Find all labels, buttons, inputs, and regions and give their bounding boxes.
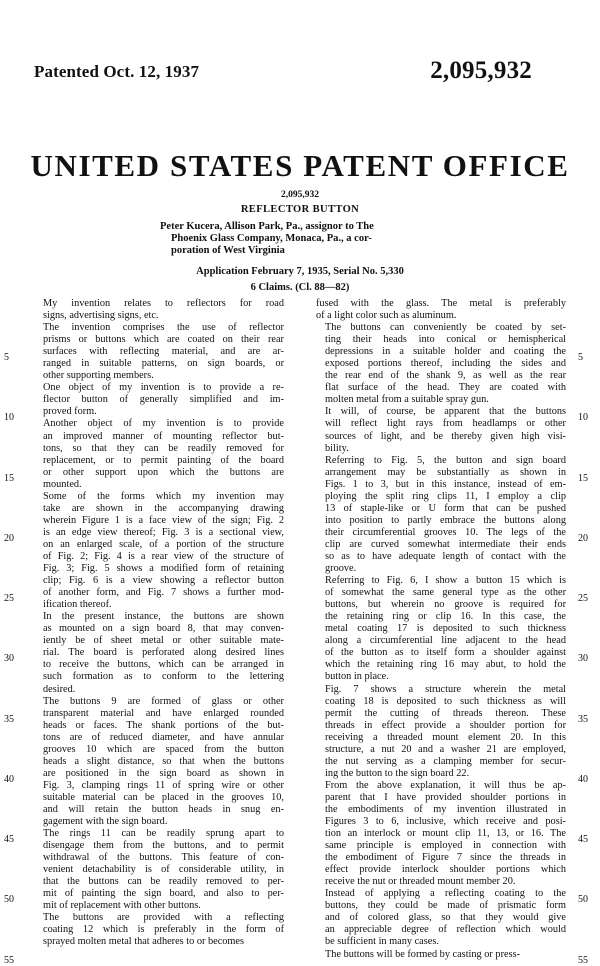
paragraph: [316, 780, 566, 888]
text-line: sprayed molten metal that adheres to or becomes: [43, 936, 245, 948]
paragraph: [34, 696, 284, 829]
line-number: 55: [578, 955, 588, 966]
text-line: tion an interlock or mount clip 11, 13, or 16. The: [325, 828, 566, 840]
text-line: fused with the glass. The metal is preferably: [316, 298, 566, 309]
text-line: of a light color such as aluminum.: [316, 310, 457, 322]
text-line: Fig. 3; Fig. 5 shows a modified form of retaining: [43, 563, 284, 575]
text-line: desired.: [43, 683, 76, 695]
text-line: The buttons are provided with a reflecting: [43, 912, 284, 924]
text-line: and will retain the button heads in snug en-: [43, 803, 284, 815]
text-line: along a circumferential line adjacent to the head: [325, 635, 566, 647]
invention-title: REFLECTOR BUTTON: [240, 204, 360, 215]
patent-date: Patented Oct. 12, 1937: [34, 62, 200, 81]
text-line: ing the button to the sign board 22.: [325, 767, 470, 779]
paragraph: [316, 298, 566, 322]
text-line: groove.: [325, 563, 357, 575]
inventor-line: Phoenix Glass Company, Monaca, Pa., a cor-: [171, 233, 372, 244]
text-line: venient detachability is of considerable utility, in: [43, 864, 284, 876]
paragraph: [34, 418, 284, 490]
inventor-line: Peter Kucera, Allison Park, Pa., assignor to The: [160, 221, 374, 232]
text-line: metal coating 17 is deposited to such thickness: [325, 623, 566, 635]
text-line: which the retaining ring 16 may abut, to hold the: [325, 659, 566, 671]
line-number: 35: [4, 714, 14, 725]
line-number: 20: [578, 533, 588, 544]
text-line: The invention comprises the use of reflector: [43, 322, 284, 334]
text-line: iently be of sheet metal or other suitable mate-: [43, 635, 284, 647]
text-line: flector button of generally simplified and im-: [43, 394, 284, 406]
text-line: clip; Fig. 6 is a view showing a reflector button: [43, 575, 284, 587]
text-line: parent that I have provided shoulder portions in: [325, 791, 566, 803]
patent-number: 2,095,932: [430, 57, 532, 84]
text-line: as mounted on a sign board 8, that may conven-: [43, 623, 284, 635]
text-line: 13 of staple-like or U form that can be pushed: [325, 502, 566, 514]
line-number: 10: [4, 412, 14, 423]
text-line: will reflect light rays from headlamps or other: [325, 418, 566, 430]
text-line: clip are curved somewhat intermediate their ends: [325, 538, 566, 550]
text-line: of somewhat the same general type as the other: [325, 587, 566, 599]
text-line: ting their heads into conical or hemispherical: [325, 334, 566, 346]
line-number: 20: [4, 533, 14, 544]
line-number: 25: [578, 593, 588, 604]
line-number: 50: [578, 894, 588, 905]
text-line: to receive the buttons, which can be arranged in: [43, 659, 284, 671]
text-line: mit of replacement with other buttons.: [43, 900, 201, 912]
paragraph: [316, 322, 566, 406]
text-line: Figures 3 to 6, inclusive, which receive and posi-: [325, 816, 566, 828]
line-number: 45: [578, 834, 588, 845]
line-number: 35: [578, 714, 588, 725]
text-line: transparent material and have enlarged rounded: [43, 707, 284, 719]
text-line: grooves 10 which are spaced from the button: [43, 743, 284, 755]
text-line: surfaces with reflecting material, and are ar-: [43, 346, 284, 358]
right-column: [316, 298, 566, 961]
line-number: 55: [4, 955, 14, 966]
text-line: the rear end of the shank 9, as well as the rear: [325, 370, 566, 382]
text-line: of the button as to itself form a shoulder against: [325, 647, 566, 659]
claims-line: 6 Claims. (Cl. 88—82): [250, 282, 350, 293]
text-line: mit of painting the sign board, and also to per-: [43, 888, 284, 900]
paragraph: [34, 828, 284, 912]
line-number: 5: [578, 352, 583, 363]
text-line: exposed portions thereof, including the sides and: [325, 358, 566, 370]
text-line: or other support upon which the buttons are: [43, 466, 284, 478]
text-line: take are shown in the accompanying drawing: [43, 502, 284, 514]
text-line: into position to partly embrace the buttons along: [325, 514, 566, 526]
text-line: an appreciable degree of reflection which would: [325, 924, 566, 936]
inventor-block: [150, 221, 450, 257]
text-line: replacement, or to permit painting of the board: [43, 454, 284, 466]
text-line: tons, so that they can be readily removed for: [43, 442, 284, 454]
text-line: The buttons 9 are formed of glass or other: [43, 695, 284, 707]
text-line: flat surface of the head. They are coated with: [325, 382, 566, 394]
text-line: coating 18 is deposited to such thickness as will: [325, 695, 566, 707]
text-line: structure, a nut 20 and a washer 21 are employed,: [325, 743, 566, 755]
line-number: 30: [578, 653, 588, 664]
text-line: From the above explanation, it will thus be ap-: [325, 779, 566, 791]
text-line: Figs. 1 to 3, but in this instance, instead of em-: [325, 478, 566, 490]
text-line: Some of the forms which my invention may: [43, 490, 284, 502]
paragraph: [34, 611, 284, 695]
line-number: 50: [4, 894, 14, 905]
text-line: that the buttons can be readily removed to per-: [43, 876, 284, 888]
text-line: the embodiments of my invention illustrated in: [325, 803, 566, 815]
line-number: 30: [4, 653, 14, 664]
text-line: button in place.: [325, 671, 389, 683]
text-line: molten metal from a suitable spray gun.: [325, 394, 489, 406]
paragraph: [34, 382, 284, 418]
paragraph: [316, 949, 566, 961]
text-line: Fig. 3, clamping rings 11 of spring wire or other: [43, 779, 284, 791]
line-number: 15: [4, 473, 14, 484]
left-column: [34, 298, 284, 949]
text-line: sources of light, and be thereby given high visi-: [325, 430, 566, 442]
text-line: disengage them from the buttons, and to permit: [43, 840, 284, 852]
text-line: receiving a threaded mount element 20. In this: [325, 731, 566, 743]
text-line: effect provide interlock shoulder portions which: [325, 864, 566, 876]
text-line: permit the cutting of threads thereon. These: [325, 707, 566, 719]
text-line: bility.: [325, 442, 349, 454]
text-line: be sufficient in many cases.: [325, 936, 439, 948]
text-line: Instead of applying a reflecting coating to the: [325, 888, 566, 900]
text-line: their circumferential grooves 10. The legs of the: [325, 526, 566, 538]
text-line: The buttons will be formed by casting or press-: [325, 948, 521, 960]
text-line: Fig. 7 shows a structure wherein the metal: [325, 683, 566, 695]
paragraph: [34, 298, 284, 322]
text-line: are positioned in the sign board as shown in: [43, 767, 284, 779]
text-line: proved form.: [43, 406, 97, 418]
paragraph: [316, 575, 566, 683]
text-line: The buttons can conveniently be coated by set-: [325, 322, 566, 334]
line-number: 10: [578, 412, 588, 423]
inventor-line: poration of West Virginia: [171, 245, 285, 256]
paragraph: [34, 491, 284, 611]
line-number: 45: [4, 834, 14, 845]
text-line: My invention relates to reflectors for road: [43, 298, 284, 309]
text-line: the nut serving as a clamping member for secur-: [325, 755, 566, 767]
paragraph: [316, 888, 566, 948]
text-line: wherein Figure 1 is a face view of the sign; Fig. 2: [43, 514, 284, 526]
text-line: In the present instance, the buttons are shown: [43, 611, 284, 623]
text-line: prisms or buttons which are coated on their rear: [43, 334, 284, 346]
line-number: 15: [578, 473, 588, 484]
line-number: 5: [4, 352, 9, 363]
text-line: signs, advertising signs, etc.: [43, 310, 159, 322]
text-line: Another object of my invention is to provide: [43, 418, 284, 430]
application-line: Application February 7, 1935, Serial No. 5,330: [196, 266, 404, 277]
text-line: The rings 11 can be readily sprung apart to: [43, 828, 284, 840]
text-line: Referring to Fig. 6, I show a button 15 which is: [325, 575, 566, 587]
text-line: the retaining ring or clip 16. In this case, the: [325, 611, 566, 623]
text-line: and of colored glass, so that they would give: [325, 912, 566, 924]
text-line: threads in effect provide a shoulder portion for: [325, 719, 566, 731]
text-line: ploying the split ring clips 11, I employ a clip: [325, 490, 566, 502]
patent-number-small: 2,095,932: [281, 190, 319, 200]
paragraph: [316, 406, 566, 454]
text-line: receive the nut or threaded mount member 20.: [325, 876, 516, 888]
text-line: It will, of course, be apparent that the buttons: [325, 406, 566, 418]
text-line: the embodiment of Figure 7 since the threads in: [325, 852, 566, 864]
text-line: One object of my invention is to provide a re-: [43, 382, 284, 394]
text-line: heads a slight distance, so that when the buttons: [43, 755, 284, 767]
paragraph: [316, 684, 566, 780]
text-line: an improved manner of mounting reflector but-: [43, 430, 284, 442]
text-line: of Fig. 2; Fig. 4 is a rear view of the structure of: [43, 550, 284, 562]
paragraph: [316, 455, 566, 575]
text-line: other supporting members.: [43, 370, 154, 382]
text-line: heads or faces. The shank portions of the but-: [43, 719, 284, 731]
line-number: 25: [4, 593, 14, 604]
text-line: is an edge view thereof; Fig. 3 is a sectional view,: [43, 526, 284, 538]
text-line: of another form, and Fig. 7 shows a further mod-: [43, 587, 284, 599]
text-line: suitable material can be placed in the grooves 10,: [43, 791, 284, 803]
paragraph: [34, 912, 284, 948]
text-line: mounted.: [43, 478, 82, 490]
text-line: gagement with the sign board.: [43, 816, 168, 828]
text-line: on an enlarged scale, of a portion of the structure: [43, 538, 284, 550]
text-line: buttons, but wherein no groove is required for: [325, 599, 566, 611]
text-line: so as to have adequate length of contact with the: [325, 550, 566, 562]
text-line: arrangement may be substantially as shown in: [325, 466, 566, 478]
text-line: buttons, they could be made of prismatic form: [325, 900, 566, 912]
text-line: Referring to Fig. 5, the button and sign board: [325, 454, 566, 466]
text-line: ranged in suitable patterns, on sign boards, or: [43, 358, 284, 370]
paragraph: [34, 322, 284, 382]
text-line: rial. The board is perforated along desired lines: [43, 647, 284, 659]
text-line: same principle is employed in connection with: [325, 840, 566, 852]
line-number: 40: [578, 774, 588, 785]
office-title: UNITED STATES PATENT OFFICE: [30, 148, 570, 183]
text-line: coating 12 which is preferably in the form of: [43, 924, 284, 936]
text-line: depressions in a suitable holder and coating the: [325, 346, 566, 358]
line-number: 40: [4, 774, 14, 785]
text-line: such formation as to conform to the lettering: [43, 671, 284, 683]
text-line: ification thereof.: [43, 599, 112, 611]
text-line: withdrawal of the buttons. This feature of con-: [43, 852, 284, 864]
text-line: tons are of reduced diameter, and have annular: [43, 731, 284, 743]
